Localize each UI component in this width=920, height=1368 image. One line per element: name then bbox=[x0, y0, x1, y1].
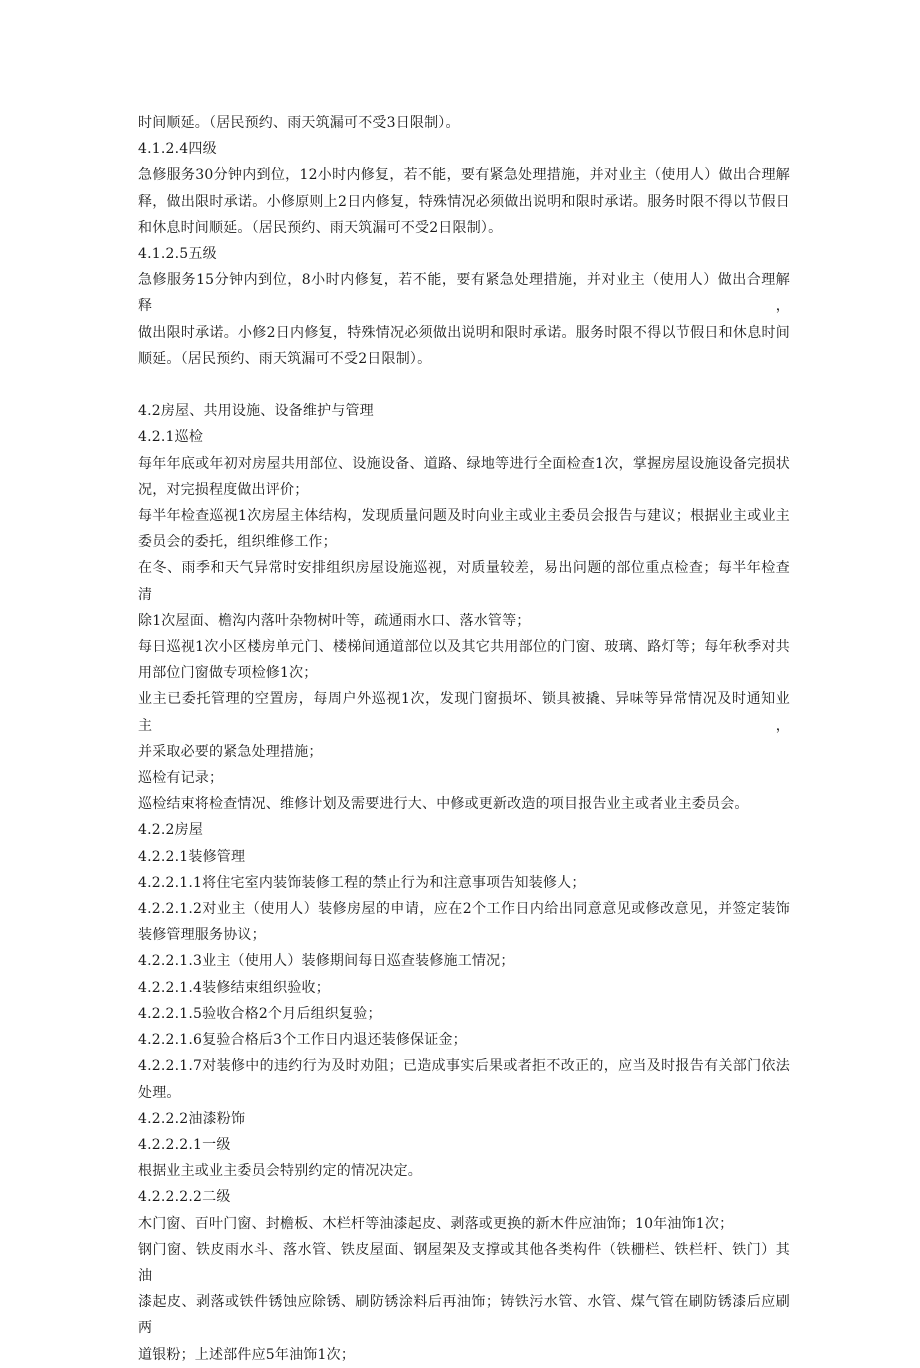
text-line: 4.2.2.2.1一级 bbox=[138, 1136, 231, 1153]
text-line: 顺延。（居民预约、雨天筑漏可不受2日限制）。 bbox=[138, 350, 432, 367]
text-line: 4.2.2.1.3业主（使用人）装修期间每日巡查装修施工情况； bbox=[138, 953, 515, 970]
text-line: 道银粉；上述部件应5年油饰1次； bbox=[138, 1346, 356, 1363]
text-line: 每日巡视1次小区楼房单元门、楼梯间通道部位以及其它共用部位的门窗、玻璃、路灯等；每年秋季对共 bbox=[138, 639, 790, 656]
blank-line bbox=[138, 372, 790, 398]
text-line: 业主已委托管理的空置房，每周户外巡视1次，发现门窗损坏、锁具被撬、异味等异常情况及时通知业主， bbox=[138, 691, 790, 734]
text-line: 急修服务30分钟内到位，12小时内修复，若不能，要有紧急处理措施，并对业主（使用人）做出合理解 bbox=[138, 167, 790, 184]
text-line: 释，做出限时承诺。小修原则上2日内修复，特殊情况必须做出说明和限时承诺。服务时限不得以节假日 bbox=[138, 193, 790, 210]
text-line: 4.2.2.1装修管理 bbox=[138, 848, 246, 865]
text-line: 木门窗、百叶门窗、封檐板、木栏杆等油漆起皮、剥落或更换的新木件应油饰；10年油饰1次； bbox=[138, 1215, 734, 1232]
text-line: 巡检结束将检查情况、维修计划及需要进行大、中修或更新改造的项目报告业主或者业主委员会。 bbox=[138, 796, 749, 813]
text-line: 4.2.2.1.2对业主（使用人）装修房屋的申请，应在2个工作日内给出同意意见或修改意见，并签定装饰 bbox=[138, 901, 790, 918]
text-line: 每半年检查巡视1次房屋主体结构，发现质量问题及时向业主或业主委员会报告与建议；根据业主或业主 bbox=[138, 508, 790, 525]
text-line: 4.1.2.4四级 bbox=[138, 141, 217, 158]
text-line: 用部位门窗做专项检修1次； bbox=[138, 665, 318, 682]
text-line: 并采取必要的紧急处理措施； bbox=[138, 743, 323, 760]
text-line: 漆起皮、剥落或铁件锈蚀应除锈、刷防锈涂料后再油饰；铸铁污水管、水管、煤气管在刷防锈漆后应刷两 bbox=[138, 1294, 790, 1337]
text-line: 巡检有记录； bbox=[138, 770, 224, 787]
text-line: 4.2.2房屋 bbox=[138, 822, 204, 839]
document-page bbox=[138, 110, 790, 1368]
text-line: 时间顺延。（居民预约、雨天筑漏可不受3日限制）。 bbox=[138, 115, 460, 131]
text-line: 处理。 bbox=[138, 1084, 181, 1101]
text-line: 在冬、雨季和天气异常时安排组织房屋设施巡视，对质量较差，易出问题的部位重点检查；每半年检查清 bbox=[138, 560, 790, 603]
text-line: 钢门窗、铁皮雨水斗、落水管、铁皮屋面、钢屋架及支撑或其他各类构件（铁栅栏、铁栏杆、铁门）其油 bbox=[138, 1241, 790, 1284]
text-line: 4.2.2.1.6复验合格后3个工作日内退还装修保证金； bbox=[138, 1032, 467, 1049]
text-line: 况，对完损程度做出评价； bbox=[138, 481, 309, 498]
text-line: 每年年底或年初对房屋共用部位、设施设备、道路、绿地等进行全面检查1次，掌握房屋设施设备完损状 bbox=[138, 455, 790, 472]
text-line: 委员会的委托，组织维修工作； bbox=[138, 534, 337, 551]
text-line: 4.2房屋、共用设施、设备维护与管理 bbox=[138, 403, 374, 420]
text-line: 做出限时承诺。小修2日内修复，特殊情况必须做出说明和限时承诺。服务时限不得以节假日和休息时间 bbox=[138, 324, 790, 341]
text-line: 根据业主或业主委员会特别约定的情况决定。 bbox=[138, 1163, 422, 1180]
text-line: 装修管理服务协议； bbox=[138, 927, 266, 944]
text-line: 4.2.2.1.5验收合格2个月后组织复验； bbox=[138, 1005, 382, 1022]
text-line: 4.2.2.1.4装修结束组织验收； bbox=[138, 979, 330, 996]
text-line: 除1次屋面、檐沟内落叶杂物树叶等，疏通雨水口、落水管等； bbox=[138, 612, 531, 629]
text-line: 4.2.2.1.1将住宅室内装饰装修工程的禁止行为和注意事项告知装修人； bbox=[138, 874, 586, 891]
text-line: 急修服务15分钟内到位，8小时内修复，若不能，要有紧急处理措施，并对业主（使用人）做出合理解释， bbox=[138, 272, 790, 315]
text-line: 4.2.2.2.2二级 bbox=[138, 1189, 231, 1206]
text-line: 和休息时间顺延。（居民预约、雨天筑漏可不受2日限制）。 bbox=[138, 219, 503, 236]
text-line: 4.2.2.2油漆粉饰 bbox=[138, 1110, 246, 1127]
text-line: 4.1.2.5五级 bbox=[138, 246, 217, 263]
text-line: 4.2.2.1.7对装修中的违约行为及时劝阻；已造成事实后果或者拒不改正的，应当及时报告有关部门依法 bbox=[138, 1058, 790, 1075]
text-line: 4.2.1巡检 bbox=[138, 429, 204, 446]
